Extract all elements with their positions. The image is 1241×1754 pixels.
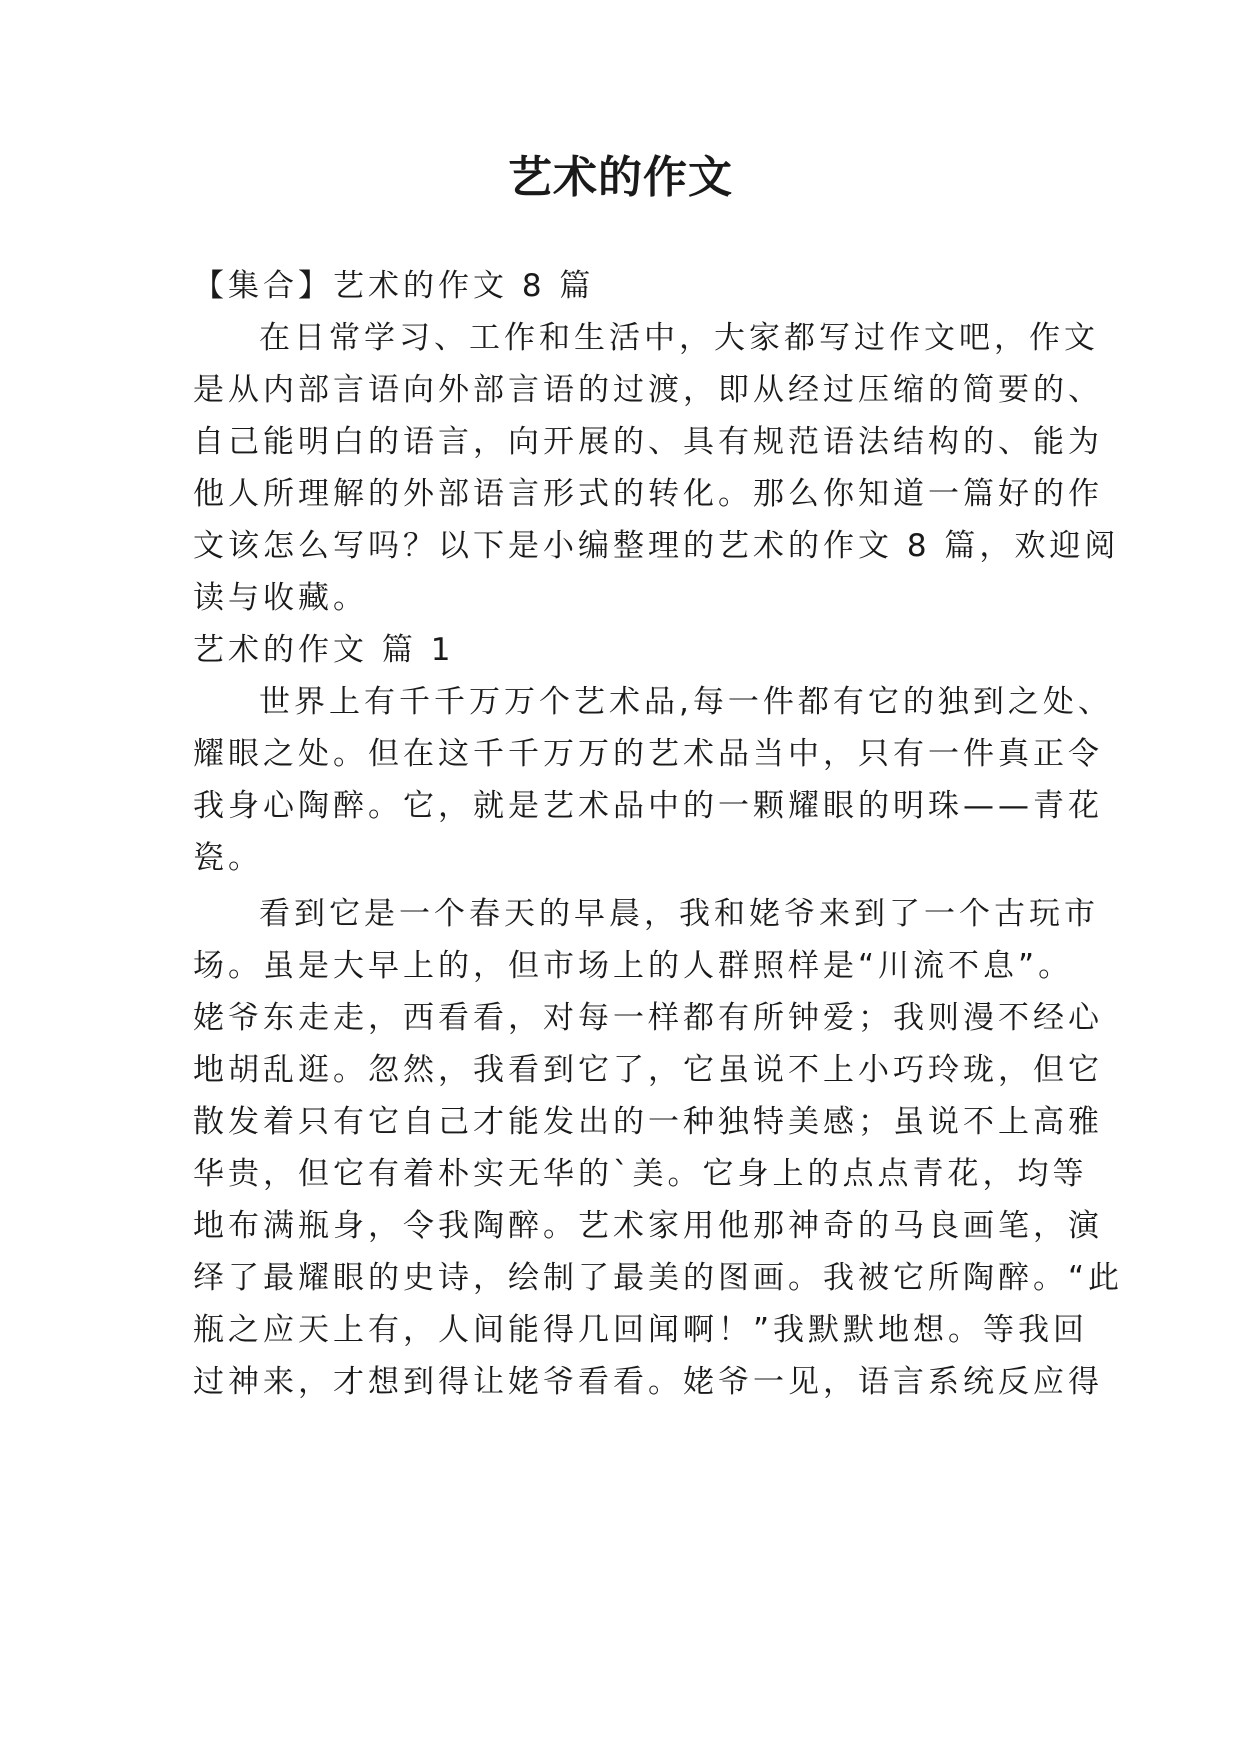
intro-heading: 【集合】艺术的作文 8 篇 (193, 268, 595, 304)
paragraph-line: 他人所理解的外部语言形式的转化。那么你知道一篇好的作 (193, 476, 1103, 512)
paragraph-line: 文该怎么写吗？以下是小编整理的艺术的作文 8 篇，欢迎阅 (193, 528, 1120, 564)
document-title: 艺术的作文 (508, 152, 733, 203)
paragraph-line: 我身心陶醉。它，就是艺术品中的一颗耀眼的明珠——青花 (193, 788, 1103, 824)
paragraph-line: 姥爷东走走，西看看，对每一样都有所钟爱；我则漫不经心 (193, 1000, 1103, 1036)
paragraph-line: 散发着只有它自己才能发出的一种独特美感；虽说不上高雅 (193, 1104, 1103, 1140)
paragraph-line: 自己能明白的语言，向开展的、具有规范语法结构的、能为 (193, 424, 1103, 460)
paragraph-line: 场。虽是大早上的，但市场上的人群照样是“川流不息”。 (193, 948, 1074, 984)
paragraph-line: 过神来，才想到得让姥爷看看。姥爷一见，语言系统反应得 (193, 1364, 1103, 1400)
paragraph-line: 在日常学习、工作和生活中，大家都写过作文吧，作文 (259, 320, 1099, 356)
paragraph-line: 瓷。 (193, 840, 263, 876)
paragraph-line: 地布满瓶身，令我陶醉。艺术家用他那神奇的马良画笔，演 (193, 1208, 1103, 1244)
paragraph-line: 看到它是一个春天的早晨，我和姥爷来到了一个古玩市 (259, 896, 1099, 932)
paragraph-line: 耀眼之处。但在这千千万万的艺术品当中，只有一件真正令 (193, 736, 1103, 772)
paragraph-line: 瓶之应天上有，人间能得几回闻啊！”我默默地想。等我回 (193, 1312, 1089, 1348)
paragraph-line: 华贵，但它有着朴实无华的`美。它身上的点点青花，均等 (193, 1156, 1088, 1192)
paragraph-line: 读与收藏。 (193, 580, 368, 616)
paragraph-line: 地胡乱逛。忽然，我看到它了，它虽说不上小巧玲珑，但它 (193, 1052, 1103, 1088)
section-heading: 艺术的作文 篇 1 (193, 632, 455, 668)
paragraph-line: 绎了最耀眼的史诗，绘制了最美的图画。我被它所陶醉。“此 (193, 1260, 1124, 1296)
paragraph-line: 世界上有千千万万个艺术品,每一件都有它的独到之处、 (259, 684, 1113, 720)
paragraph-line: 是从内部言语向外部言语的过渡，即从经过压缩的简要的、 (193, 372, 1103, 408)
